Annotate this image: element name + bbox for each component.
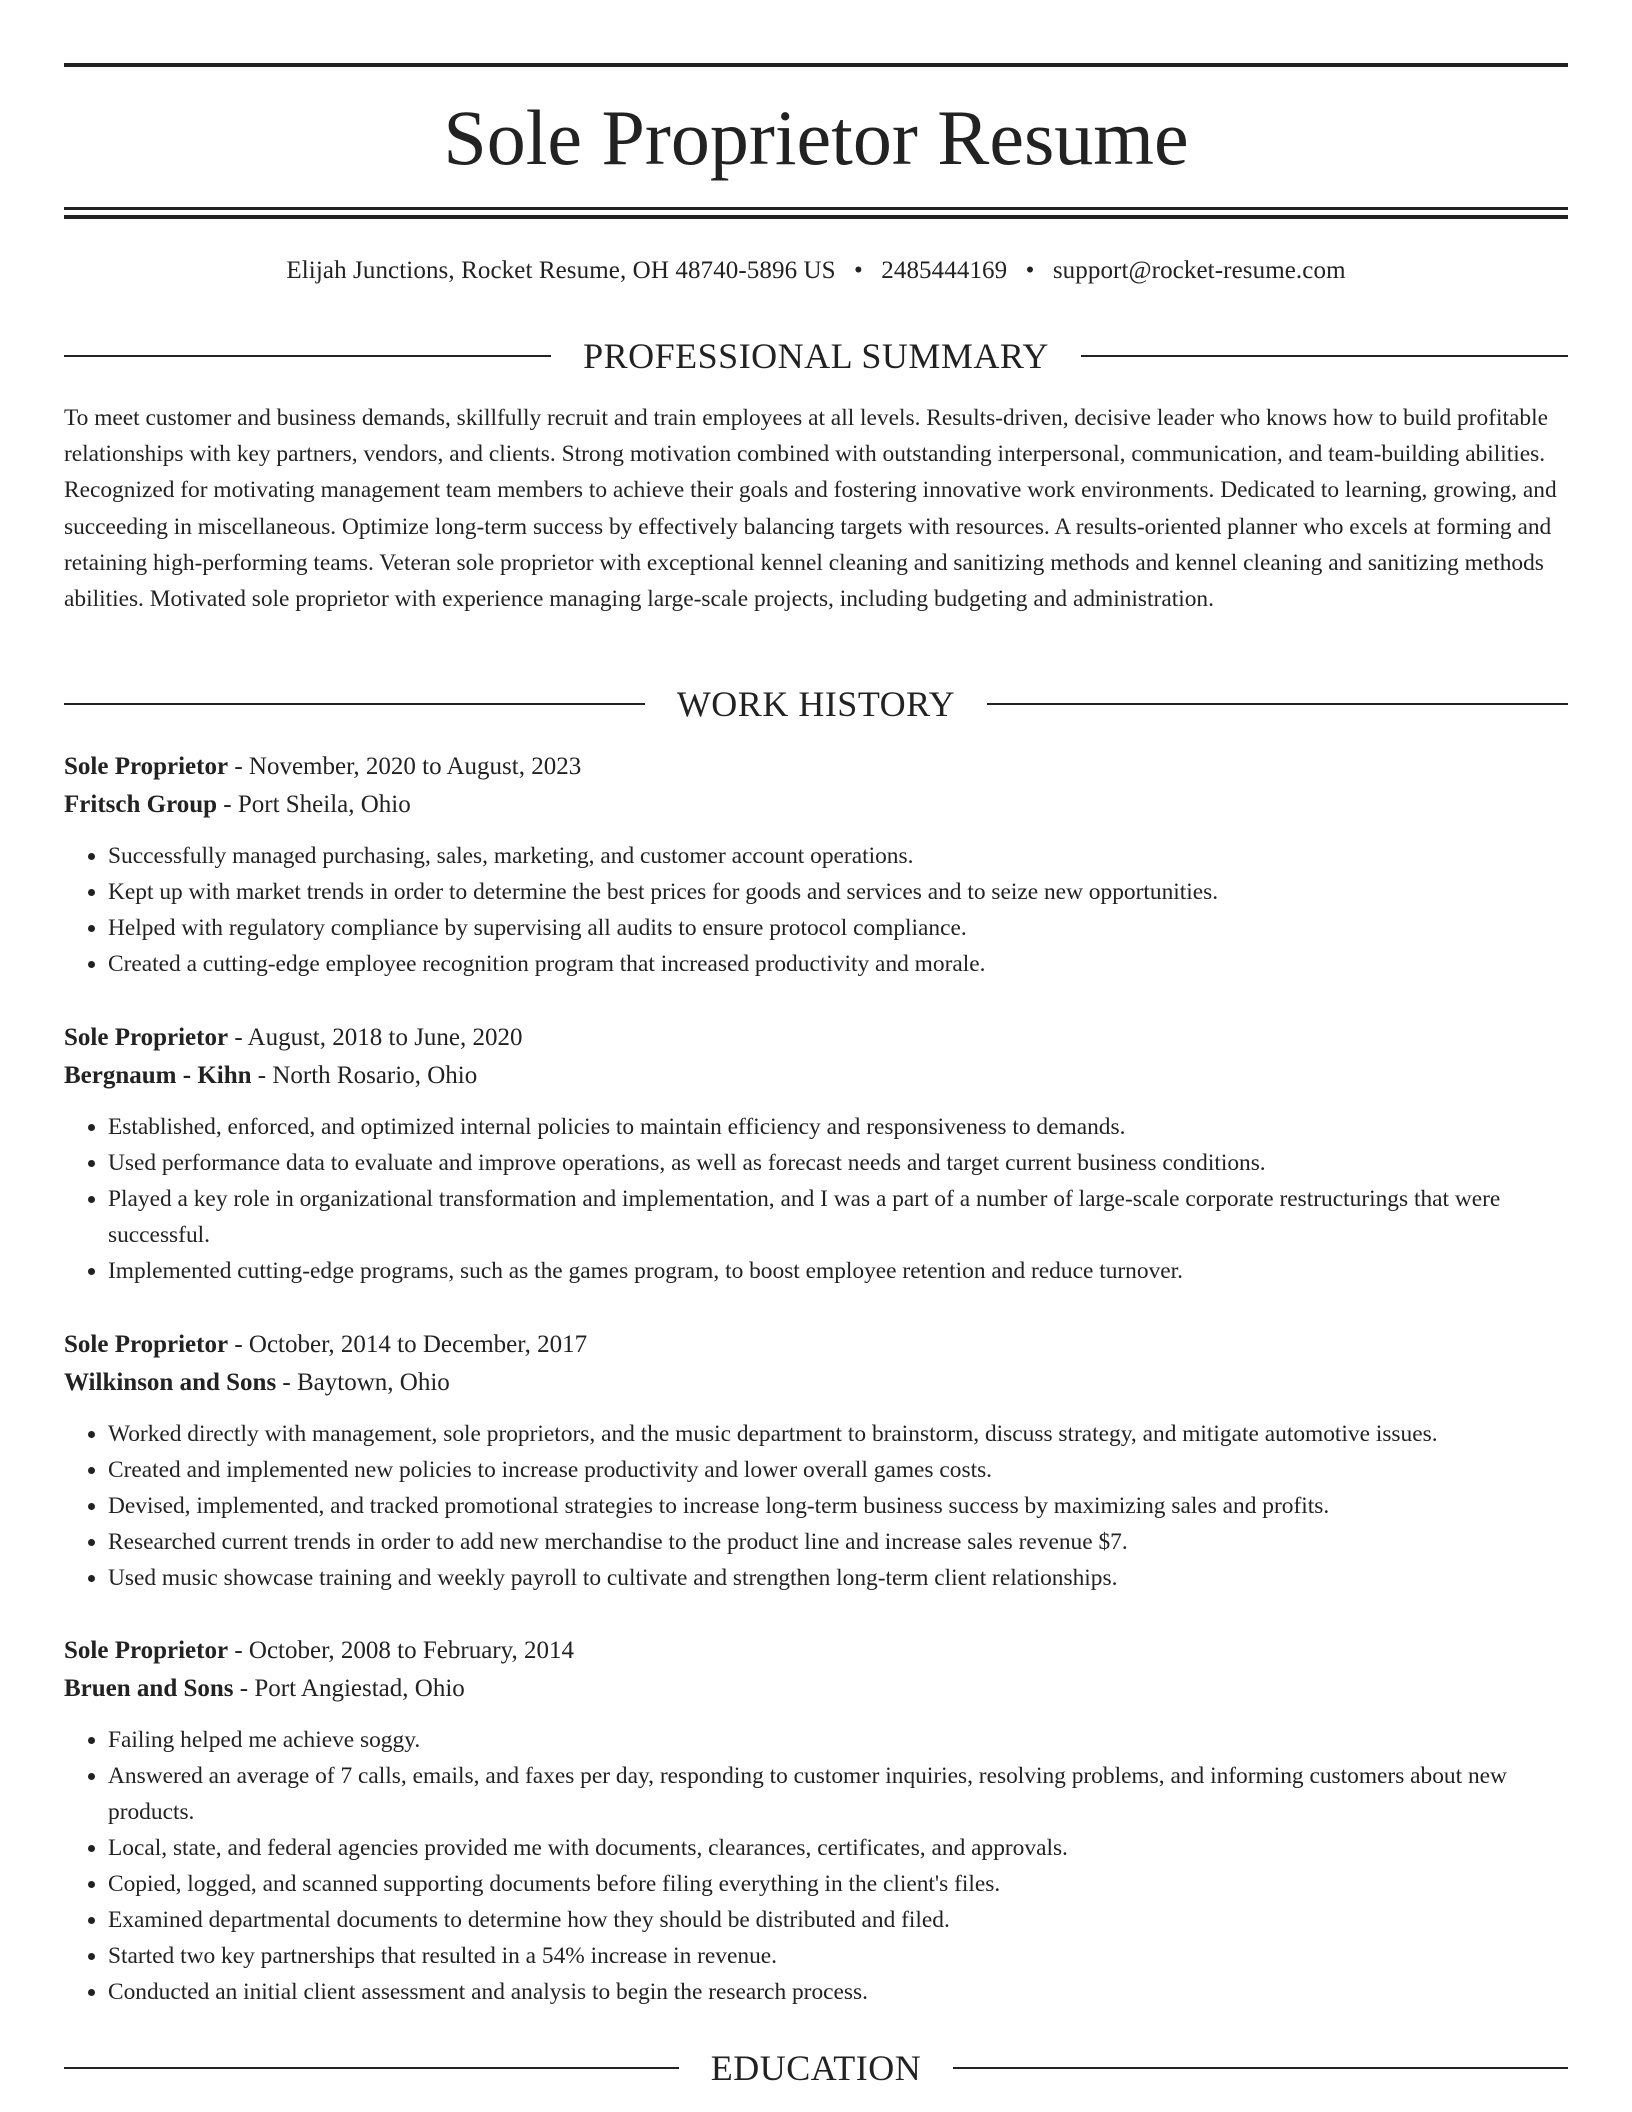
job-title-line — [64, 1632, 1568, 1670]
job-company: Bruen and Sons — [64, 1675, 234, 1702]
job-company-line — [64, 1057, 1568, 1095]
list-item: • Worked directly with management, sole proprietors, and the music department to brainstorm, discuss strategy, and mitigate automotive issues. — [108, 1416, 1568, 1452]
job-title-line — [64, 1326, 1568, 1364]
contact-email: support@rocket-resume.com — [1052, 257, 1346, 284]
list-item: • Successfully managed purchasing, sales, marketing, and customer account operations. — [108, 838, 1568, 874]
resume-title: Sole Proprietor Resume — [443, 94, 1189, 181]
summary-section-heading — [64, 334, 1568, 378]
job-company-line — [64, 786, 1568, 824]
job-company-line — [64, 1670, 1568, 1708]
contact-address: Elijah Junctions, Rocket Resume, OH 48740-5896 US — [286, 257, 836, 284]
heading-rule-left — [64, 355, 551, 357]
job-company: Fritsch Group — [64, 791, 218, 818]
professional-summary-text: To meet customer and business demands, skillfully recruit and train employees at all levels. Results-driven, decisive leader who knows how to build profitable relationships with key partners, vendors, and clients. Strong motivation combined with outstanding interpersonal, communication, and team-building abilities. Recognized for motivating management team members to achieve their goals and fostering innovative work environments. Dedicated to learning, growing, and succeeding in miscellaneous. Optimize long-term success by effectively balancing targets with resources. A results-oriented planner who excels at forming and retaining high-performing teams. Veteran sole proprietor with exceptional kennel cleaning and sanitizing methods and kennel cleaning and sanitizing methods abilities. Motivated sole proprietor with experience managing large-scale projects, including budgeting and administration. — [64, 405, 1557, 613]
job-company: Wilkinson and Sons — [64, 1369, 277, 1396]
job-location: - North Rosario, Ohio — [251, 1062, 478, 1089]
summary-heading-label: PROFESSIONAL SUMMARY — [583, 336, 1049, 376]
list-item: • Conducted an initial client assessment and analysis to begin the research process. — [108, 1974, 1568, 2010]
contact-separator: • — [854, 257, 863, 284]
job-role: Sole Proprietor — [64, 1024, 229, 1051]
job-title-line — [64, 748, 1568, 786]
list-item: • Used performance data to evaluate and improve operations, as well as forecast needs and target current business conditions. — [108, 1145, 1568, 1181]
job-role: Sole Proprietor — [64, 1331, 229, 1358]
list-item: • Used music showcase training and weekly payroll to cultivate and strengthen long-term client relationships. — [108, 1560, 1568, 1596]
job-entry — [64, 748, 1568, 982]
list-item: • Created and implemented new policies to increase productivity and lower overall games costs. — [108, 1452, 1568, 1488]
work-history-section-heading — [64, 682, 1568, 726]
top-divider — [64, 63, 1568, 67]
list-item: • Kept up with market trends in order to determine the best prices for goods and services and to seize new opportunities. — [108, 874, 1568, 910]
list-item: • Helped with regulatory compliance by supervising all audits to ensure protocol compliance. — [108, 910, 1568, 946]
job-role: Sole Proprietor — [64, 1637, 229, 1664]
job-dates: - August, 2018 to June, 2020 — [228, 1024, 523, 1051]
job-company-line — [64, 1364, 1568, 1402]
title-double-divider — [64, 207, 1568, 219]
list-item: • Implemented cutting-edge programs, such as the games program, to boost employee retention and reduce turnover. — [108, 1253, 1568, 1289]
list-item: • Local, state, and federal agencies provided me with documents, clearances, certificates, and approvals. — [108, 1830, 1568, 1866]
list-item: • Played a key role in organizational transformation and implementation, and I was a part of a number of large-scale corporate restructurings that were successful. — [108, 1181, 1568, 1253]
job-dates: - October, 2008 to February, 2014 — [228, 1637, 574, 1664]
list-item: • Answered an average of 7 calls, emails, and faxes per day, responding to customer inquiries, resolving problems, and informing customers about new products. — [108, 1758, 1568, 1830]
list-item: • Researched current trends in order to add new merchandise to the product line and increase sales revenue $7. — [108, 1524, 1568, 1560]
job-location: - Baytown, Ohio — [276, 1369, 450, 1396]
job-company: Bergnaum - Kihn — [64, 1062, 252, 1089]
job-location: - Port Sheila, Ohio — [217, 791, 411, 818]
list-item: • Started two key partnerships that resulted in a 54% increase in revenue. — [108, 1938, 1568, 1974]
job-dates: - November, 2020 to August, 2023 — [228, 753, 582, 780]
list-item: • Created a cutting-edge employee recognition program that increased productivity and morale. — [108, 946, 1568, 982]
contact-line — [64, 252, 1568, 290]
heading-rule-left — [64, 703, 645, 705]
education-section-heading — [64, 2046, 1568, 2090]
contact-phone: 2485444169 — [881, 257, 1008, 284]
list-item: • Failing helped me achieve soggy. — [108, 1722, 1568, 1758]
list-item: • Established, enforced, and optimized internal policies to maintain efficiency and responsiveness to demands. — [108, 1109, 1568, 1145]
heading-rule-right — [987, 703, 1568, 705]
job-bullet-list — [64, 1109, 1568, 1289]
job-entry — [64, 1326, 1568, 1596]
heading-rule-left — [64, 2067, 679, 2069]
work-history-heading-label: WORK HISTORY — [676, 684, 956, 724]
job-entry — [64, 1019, 1568, 1289]
list-item: • Examined departmental documents to determine how they should be distributed and filed. — [108, 1902, 1568, 1938]
job-bullet-list — [64, 1416, 1568, 1596]
job-bullet-list — [64, 1722, 1568, 2010]
list-item: • Copied, logged, and scanned supporting documents before filing everything in the client's files. — [108, 1866, 1568, 1902]
job-title-line — [64, 1019, 1568, 1057]
contact-separator: • — [1025, 257, 1035, 284]
job-bullet-list — [64, 838, 1568, 982]
job-location: - Port Angiestad, Ohio — [233, 1675, 465, 1702]
heading-rule-right — [953, 2067, 1568, 2069]
heading-rule-right — [1081, 355, 1568, 357]
education-heading-label: EDUCATION — [710, 2048, 922, 2088]
job-entry — [64, 1632, 1568, 2010]
job-dates: - October, 2014 to December, 2017 — [228, 1331, 588, 1358]
job-role: Sole Proprietor — [64, 753, 229, 780]
list-item: • Devised, implemented, and tracked promotional strategies to increase long-term business success by maximizing sales and profits. — [108, 1488, 1568, 1524]
